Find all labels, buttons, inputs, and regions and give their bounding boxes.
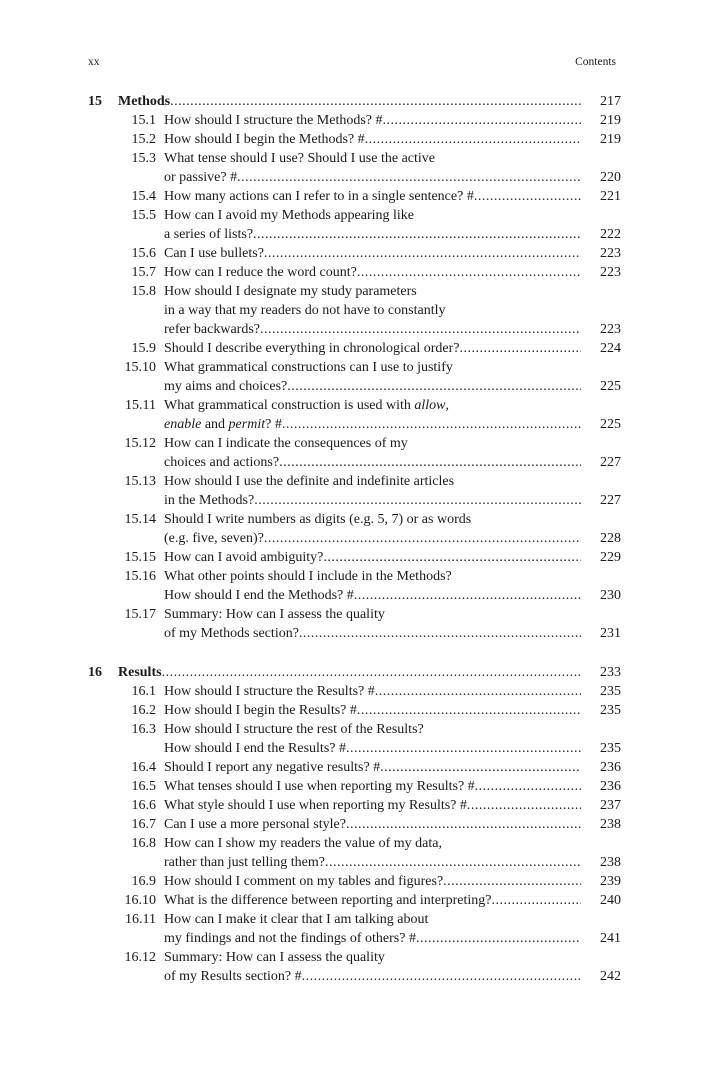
section-page-number: 222: [600, 227, 621, 242]
chapter-number: 16: [88, 665, 102, 680]
section-number: 16.12: [124, 950, 156, 965]
section-title-line: Should I report any negative results? #: [164, 760, 381, 775]
dot-leader: [253, 225, 581, 244]
section-number: 16.5: [131, 779, 156, 794]
chapter-page-number: 217: [600, 94, 621, 109]
section-title-line: How many actions can I refer to in a single sentence? #: [164, 189, 474, 204]
section-page-number: 237: [600, 798, 621, 813]
dot-leader: [282, 415, 581, 434]
section-title-line: How can I avoid ambiguity?: [164, 550, 324, 565]
section-page-number: 239: [600, 874, 621, 889]
section-entry-continuation[interactable]: [88, 320, 621, 339]
section-entry[interactable]: [88, 472, 621, 491]
dot-leader: [264, 244, 581, 263]
section-title-line: How should I structure the rest of the Results?: [164, 722, 424, 737]
section-entry-continuation[interactable]: [88, 491, 621, 510]
dot-leader: [264, 529, 581, 548]
section-title-line: How should I structure the Results? #: [164, 684, 375, 699]
dot-leader: [299, 624, 581, 643]
section-number: 15.1: [131, 113, 156, 128]
dot-leader: [346, 815, 581, 834]
dot-leader: [375, 682, 581, 701]
running-title: Contents: [575, 56, 616, 68]
section-entry[interactable]: [88, 111, 621, 130]
section-page-number: 223: [600, 246, 621, 261]
dot-leader: [302, 967, 581, 986]
section-number: 16.10: [124, 893, 156, 908]
section-entry[interactable]: [88, 682, 621, 701]
section-page-number: 235: [600, 703, 621, 718]
toc-chapter: [88, 663, 621, 986]
section-title-line: What tense should I use? Should I use the active: [164, 151, 435, 166]
section-page-number: 220: [600, 170, 621, 185]
section-entry-continuation[interactable]: [88, 853, 621, 872]
section-page-number: 241: [600, 931, 621, 946]
section-entry-continuation[interactable]: [88, 377, 621, 396]
section-title-line: of my Results section? #: [164, 969, 302, 984]
section-page-number: 219: [600, 113, 621, 128]
section-page-number: 238: [600, 855, 621, 870]
section-entry[interactable]: [88, 891, 621, 910]
section-page-number: 224: [600, 341, 621, 356]
section-title-line: What tenses should I use when reporting my Results? #: [164, 779, 475, 794]
section-entry[interactable]: [88, 948, 621, 967]
section-number: 15.12: [124, 436, 156, 451]
section-title-line: or passive? #: [164, 170, 238, 185]
section-title-line: How should I comment on my tables and figures?: [164, 874, 444, 889]
section-number: 15.6: [131, 246, 156, 261]
section-title-line: my aims and choices?: [164, 379, 288, 394]
section-entry-continuation[interactable]: [88, 739, 621, 758]
dot-leader: [459, 339, 581, 358]
section-entry[interactable]: [88, 567, 621, 586]
running-header: [88, 56, 616, 72]
chapter-entry[interactable]: [88, 663, 621, 682]
section-entry[interactable]: [88, 548, 621, 567]
chapter-title: Results: [118, 665, 162, 680]
section-page-number: 231: [600, 626, 621, 641]
section-entry[interactable]: [88, 396, 621, 415]
dot-leader: [323, 548, 581, 567]
section-number: 16.2: [131, 703, 156, 718]
section-entry-continuation[interactable]: [88, 529, 621, 548]
section-title-line: What other points should I include in the Methods?: [164, 569, 452, 584]
section-number: 15.13: [124, 474, 156, 489]
dot-leader: [325, 853, 581, 872]
table-of-contents: [88, 92, 621, 986]
section-entry[interactable]: [88, 206, 621, 225]
section-entry-continuation[interactable]: [88, 967, 621, 986]
section-title-line: How can I indicate the consequences of my: [164, 436, 408, 451]
section-title-line: in a way that my readers do not have to constantly: [164, 303, 446, 318]
section-entry[interactable]: [88, 187, 621, 206]
section-entry-continuation[interactable]: [88, 453, 621, 472]
dot-leader: [474, 187, 581, 206]
section-page-number: 236: [600, 779, 621, 794]
section-entry[interactable]: [88, 510, 621, 529]
dot-leader: [346, 739, 581, 758]
section-number: 16.3: [131, 722, 156, 737]
section-title-line: Summary: How can I assess the quality: [164, 607, 385, 622]
section-entry[interactable]: [88, 339, 621, 358]
section-page-number: 219: [600, 132, 621, 147]
dot-leader: [380, 758, 581, 777]
section-page-number: 221: [600, 189, 621, 204]
section-page-number: 235: [600, 741, 621, 756]
section-number: 15.14: [124, 512, 156, 527]
section-number: 16.4: [131, 760, 156, 775]
dot-leader: [416, 929, 581, 948]
dot-leader: [467, 796, 581, 815]
section-title-line: Should I write numbers as digits (e.g. 5, 7) or as words: [164, 512, 472, 527]
section-title-line: How should I designate my study parameters: [164, 284, 417, 299]
section-title-line: Can I use bullets?: [164, 246, 264, 261]
section-entry[interactable]: [88, 834, 621, 853]
section-entry[interactable]: [88, 263, 621, 282]
section-title-line: Summary: How can I assess the quality: [164, 950, 385, 965]
section-title-line: my findings and not the findings of others? #: [164, 931, 416, 946]
section-page-number: 225: [600, 417, 621, 432]
dot-leader: [279, 453, 581, 472]
section-title-line: How can I avoid my Methods appearing like: [164, 208, 414, 223]
dot-leader: [475, 777, 581, 796]
section-page-number: 223: [600, 265, 621, 280]
section-entry[interactable]: [88, 282, 621, 301]
chapter-number: 15: [88, 94, 102, 109]
chapter-entry[interactable]: [88, 92, 621, 111]
section-entry[interactable]: [88, 701, 621, 720]
section-title-line: choices and actions?: [164, 455, 280, 470]
section-title-line: How should I structure the Methods? #: [164, 113, 383, 128]
section-page-number: 238: [600, 817, 621, 832]
section-entry[interactable]: [88, 872, 621, 891]
chapter-title: Methods: [118, 94, 171, 109]
section-entry-continuation[interactable]: [88, 301, 621, 320]
section-number: 15.2: [131, 132, 156, 147]
section-title-line: What grammatical construction is used with allow,: [164, 398, 450, 413]
dot-leader: [354, 586, 581, 605]
dot-leader: [287, 377, 581, 396]
dot-leader: [443, 872, 581, 891]
section-number: 15.17: [124, 607, 156, 622]
section-page-number: 225: [600, 379, 621, 394]
section-page-number: 235: [600, 684, 621, 699]
section-number: 16.1: [131, 684, 156, 699]
section-title-line: How should I end the Methods? #: [164, 588, 354, 603]
section-title-line: in the Methods?: [164, 493, 255, 508]
section-page-number: 229: [600, 550, 621, 565]
section-entry[interactable]: [88, 720, 621, 739]
section-title-line: rather than just telling them?: [164, 855, 325, 870]
section-entry[interactable]: [88, 758, 621, 777]
section-entry-continuation[interactable]: [88, 624, 621, 643]
section-title-line: enable and permit? #: [164, 417, 282, 432]
section-entry[interactable]: [88, 149, 621, 168]
section-number: 16.8: [131, 836, 156, 851]
section-page-number: 223: [600, 322, 621, 337]
section-entry[interactable]: [88, 130, 621, 149]
section-number: 15.10: [124, 360, 156, 375]
section-title-line: How should I end the Results? #: [164, 741, 346, 756]
section-page-number: 242: [600, 969, 621, 984]
section-number: 15.9: [131, 341, 156, 356]
dot-leader: [383, 111, 581, 130]
section-title-line: a series of lists?: [164, 227, 254, 242]
section-entry-continuation[interactable]: [88, 415, 621, 434]
section-number: 15.11: [125, 398, 156, 413]
section-entry[interactable]: [88, 815, 621, 834]
dot-leader: [491, 891, 581, 910]
page-number-roman: xx: [88, 56, 100, 68]
section-page-number: 227: [600, 455, 621, 470]
section-number: 15.4: [131, 189, 156, 204]
section-page-number: 227: [600, 493, 621, 508]
section-title-line: of my Methods section?: [164, 626, 299, 641]
section-number: 16.9: [131, 874, 156, 889]
section-entry-continuation[interactable]: [88, 168, 621, 187]
section-entry[interactable]: [88, 777, 621, 796]
section-entry[interactable]: [88, 358, 621, 377]
section-number: 16.7: [131, 817, 156, 832]
section-number: 15.16: [124, 569, 156, 584]
section-number: 15.7: [131, 265, 156, 280]
section-title-line: How can I make it clear that I am talking about: [164, 912, 429, 927]
section-page-number: 240: [600, 893, 621, 908]
section-number: 16.6: [131, 798, 156, 813]
dot-leader: [260, 320, 581, 339]
section-title-line: How should I begin the Methods? #: [164, 132, 365, 147]
section-page-number: 228: [600, 531, 621, 546]
dot-leader: [357, 263, 581, 282]
dot-leader: [365, 130, 581, 149]
section-entry[interactable]: [88, 910, 621, 929]
section-number: 15.8: [131, 284, 156, 299]
section-title-line: How can I show my readers the value of my data,: [164, 836, 442, 851]
dot-leader: [237, 168, 581, 187]
section-entry-continuation[interactable]: [88, 225, 621, 244]
section-title-line: refer backwards?: [164, 322, 260, 337]
section-entry[interactable]: [88, 434, 621, 453]
section-title-line: How should I begin the Results? #: [164, 703, 357, 718]
section-number: 15.15: [124, 550, 156, 565]
section-entry[interactable]: [88, 796, 621, 815]
section-title-line: How can I reduce the word count?: [164, 265, 357, 280]
section-entry-continuation[interactable]: [88, 586, 621, 605]
chapter-page-number: 233: [600, 665, 621, 680]
dot-leader: [170, 92, 581, 111]
section-number: 15.3: [131, 151, 156, 166]
section-number: 15.5: [131, 208, 156, 223]
section-entry[interactable]: [88, 605, 621, 624]
section-page-number: 230: [600, 588, 621, 603]
section-title-line: (e.g. five, seven)?: [164, 531, 264, 546]
dot-leader: [357, 701, 581, 720]
section-title-line: How should I use the definite and indefinite articles: [164, 474, 455, 489]
toc-chapter: [88, 92, 621, 643]
dot-leader: [162, 663, 581, 682]
section-entry[interactable]: [88, 244, 621, 263]
section-title-line: What style should I use when reporting my Results? #: [164, 798, 467, 813]
section-number: 16.11: [125, 912, 156, 927]
section-entry-continuation[interactable]: [88, 929, 621, 948]
section-title-line: What grammatical constructions can I use to justify: [164, 360, 453, 375]
section-title-line: Should I describe everything in chronological order?: [164, 341, 460, 356]
section-page-number: 236: [600, 760, 621, 775]
section-title-line: Can I use a more personal style?: [164, 817, 346, 832]
dot-leader: [254, 491, 581, 510]
section-title-line: What is the difference between reporting and interpreting?: [164, 893, 492, 908]
